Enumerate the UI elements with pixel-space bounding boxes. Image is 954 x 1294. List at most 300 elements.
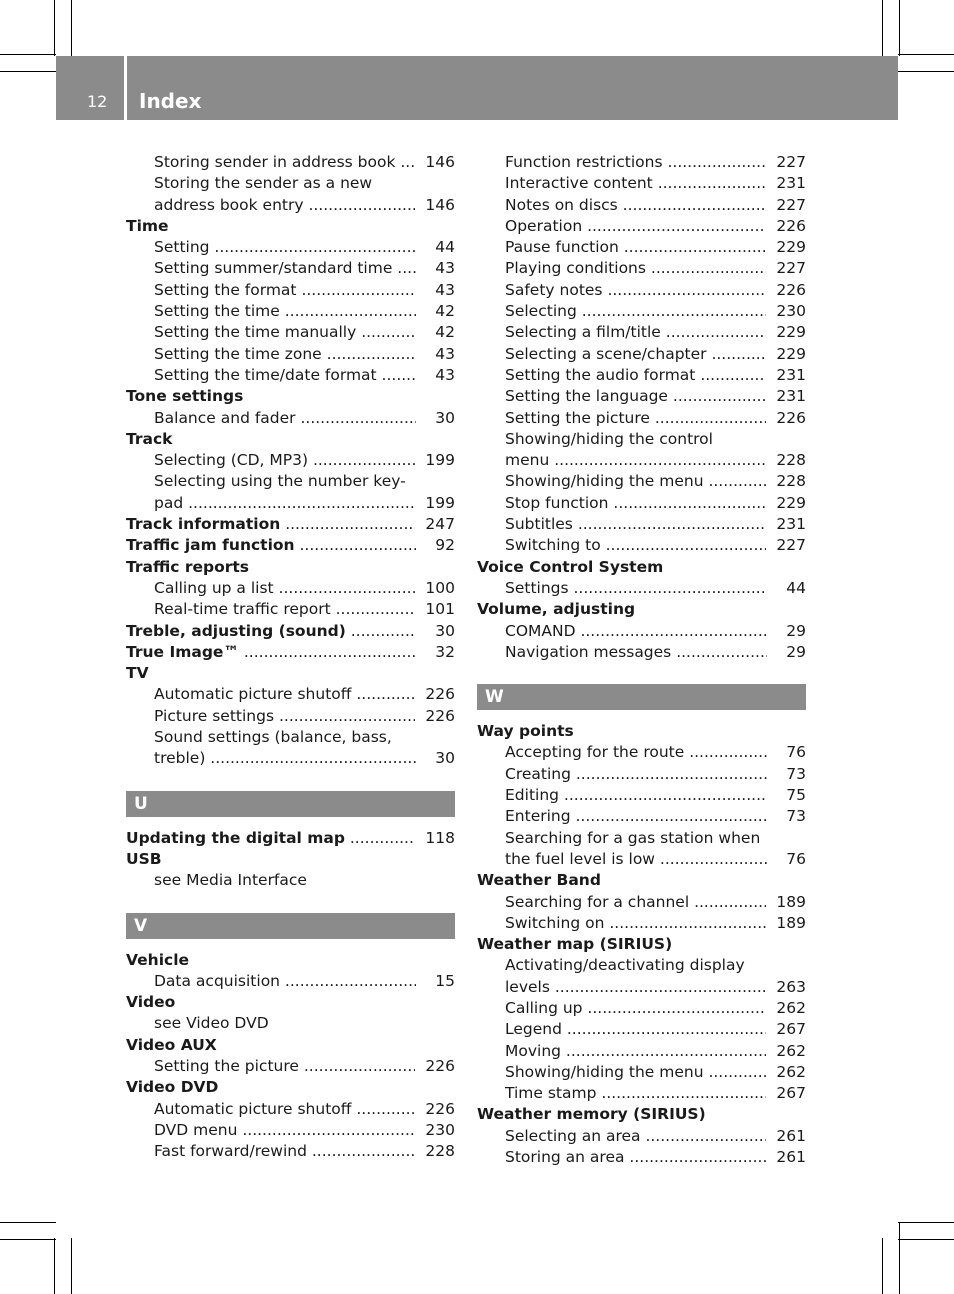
entry-page-number: 199 [425, 493, 455, 512]
entry-page-number: 261 [776, 1148, 806, 1167]
entry-term [505, 785, 767, 806]
entry-page-number: 228 [776, 472, 806, 491]
crop-mark [898, 1239, 954, 1240]
entry-term-text: COMAND [505, 621, 576, 640]
entry-term [505, 1147, 766, 1168]
entry-term [505, 280, 766, 301]
entry-term [505, 998, 766, 1019]
index-subentry [477, 1041, 806, 1062]
index-heading: Time [126, 216, 169, 235]
entry-term [505, 806, 767, 827]
index-subentry [477, 471, 806, 492]
index-heading: Voice Control System [477, 557, 664, 576]
entry-term-text: Navigation messages [505, 642, 672, 661]
entry-term [505, 913, 766, 934]
index-subentry [477, 450, 806, 471]
entry-term-text: Playing conditions [505, 259, 646, 278]
entry-term-text: Switching to [505, 536, 601, 555]
entry-page-number: 262 [776, 998, 806, 1017]
entry-page-number: 230 [776, 302, 806, 321]
index-subentry [477, 237, 806, 258]
index-subentry [477, 892, 806, 913]
entry-page-number: 44 [786, 578, 806, 597]
entry-page-number: 229 [776, 238, 806, 257]
index-subentry [126, 237, 455, 258]
header-divider [124, 56, 127, 120]
index-subentry [126, 599, 455, 620]
index-subentry [477, 365, 806, 386]
entry-term [505, 1019, 766, 1040]
entry-page-number: 262 [776, 1062, 806, 1081]
entry-page-number: 15 [435, 971, 455, 990]
entry-page-number: 42 [435, 302, 455, 321]
entry-term [505, 471, 766, 492]
page-title: Index [139, 89, 202, 113]
entry-page-number: 73 [786, 764, 806, 783]
entry-term-text: treble) [154, 749, 206, 768]
entry-page-number: 228 [425, 1142, 455, 1161]
crop-mark [899, 1222, 900, 1294]
entry-term [154, 1099, 415, 1120]
entry-page-number: 227 [776, 153, 806, 171]
index-heading [126, 621, 455, 642]
index-subentry [477, 785, 806, 806]
entry-term [505, 365, 766, 386]
entry-term-text: Function restrictions [505, 153, 663, 171]
entry-term [126, 642, 416, 663]
index-heading [126, 828, 455, 849]
entry-term [154, 748, 416, 769]
page-number: 12 [87, 92, 108, 111]
entry-term-text: Selecting an area [505, 1126, 641, 1145]
entry-term [154, 706, 415, 727]
index-subentry [126, 258, 455, 279]
index-subentry [477, 806, 806, 827]
entry-page-number: 189 [776, 913, 806, 932]
entry-term [505, 450, 766, 471]
entry-term-text: Setting the audio format [505, 365, 696, 384]
entry-term [505, 764, 767, 785]
entry-term-text: Storing sender in address book [154, 153, 396, 171]
entry-term-text: Interactive content [505, 174, 653, 193]
index-subentry [477, 493, 806, 514]
entry-page-number: 267 [776, 1020, 806, 1039]
index-subentry [477, 195, 806, 216]
entry-term [154, 1056, 415, 1077]
index-subentry [477, 258, 806, 279]
entry-term-text: Calling up [505, 998, 583, 1017]
entry-term [505, 408, 766, 429]
entry-page-number: 226 [776, 280, 806, 299]
page-header [56, 56, 898, 120]
entry-term [505, 195, 766, 216]
index-subentry: see Video DVD [154, 1014, 269, 1033]
index-subentry [126, 365, 455, 386]
entry-term [505, 1041, 766, 1062]
entry-page-number: 227 [776, 536, 806, 555]
entry-page-number: 30 [435, 621, 455, 640]
entry-term [505, 322, 766, 343]
entry-page-number: 229 [776, 493, 806, 512]
entry-term [505, 173, 766, 194]
entry-term [505, 1126, 766, 1147]
entry-term-text: Operation [505, 216, 583, 235]
entry-term [154, 1120, 415, 1141]
index-subentry: Selecting using the number key- [154, 472, 406, 491]
index-subentry [126, 1141, 455, 1162]
entry-term-text: Safety notes [505, 280, 603, 299]
entry-term-text: Updating the digital map [126, 828, 345, 847]
entry-page-number: 229 [776, 344, 806, 363]
entry-term-text: Legend [505, 1020, 562, 1039]
entry-term-text: Pause function [505, 238, 619, 257]
entry-term [505, 1083, 766, 1104]
entry-term [505, 152, 766, 173]
index-heading: USB [126, 849, 162, 868]
entry-term-text: Setting the time/date format [154, 365, 377, 384]
entry-term [154, 258, 416, 279]
index-subentry [477, 578, 806, 599]
entry-term [154, 322, 416, 343]
entry-term [505, 258, 766, 279]
index-subentry [126, 706, 455, 727]
entry-term-text: Setting the time [154, 302, 280, 321]
index-subentry [126, 408, 455, 429]
entry-page-number: 189 [776, 892, 806, 911]
entry-term-text: Automatic picture shutoff [154, 1099, 352, 1118]
entry-term-text: Setting the time zone [154, 344, 322, 363]
crop-mark [0, 1222, 56, 1223]
entry-term [126, 535, 416, 556]
entry-term [154, 578, 415, 599]
entry-term-text: Switching on [505, 913, 605, 932]
entry-term [505, 742, 767, 763]
index-heading [126, 535, 455, 556]
entry-page-number: 228 [776, 451, 806, 470]
entry-page-number: 231 [776, 387, 806, 406]
index-heading: Weather map (SIRIUS) [477, 935, 673, 954]
entry-term-text: Setting summer/standard time [154, 259, 393, 278]
entry-term-text: pad [154, 493, 184, 512]
entry-term [505, 621, 767, 642]
entry-term-text: Picture settings [154, 706, 275, 725]
entry-term-text: Setting [154, 238, 210, 257]
entry-term [154, 408, 416, 429]
entry-term-text: Accepting for the route [505, 743, 685, 762]
entry-term [154, 152, 415, 173]
entry-page-number: 29 [786, 642, 806, 661]
index-subentry [477, 764, 806, 785]
index-subentry [477, 301, 806, 322]
entry-page-number: 231 [776, 174, 806, 193]
entry-term-text: Subtitles [505, 515, 573, 534]
entry-term [505, 493, 766, 514]
entry-term-text: Settings [505, 578, 569, 597]
index-subentry: Sound settings (balance, bass, [154, 728, 392, 747]
crop-mark [54, 1238, 55, 1294]
index-subentry [477, 280, 806, 301]
entry-page-number: 101 [425, 600, 455, 619]
index-subentry [477, 386, 806, 407]
entry-term-text: Searching for a channel [505, 892, 690, 911]
index-subentry [126, 1120, 455, 1141]
entry-page-number: 73 [786, 807, 806, 826]
entry-page-number: 146 [425, 153, 455, 171]
entry-term [154, 684, 415, 705]
entry-term [154, 280, 416, 301]
entry-term [505, 344, 766, 365]
entry-term [505, 535, 766, 556]
entry-page-number: 262 [776, 1041, 806, 1060]
index-subentry: Searching for a gas station when [505, 828, 761, 847]
entry-term [154, 599, 415, 620]
entry-term [505, 386, 766, 407]
entry-page-number: 118 [425, 828, 455, 847]
index-column-right [477, 152, 806, 1168]
entry-term-text: Selecting (CD, MP3) [154, 451, 309, 470]
entry-page-number: 226 [776, 408, 806, 427]
index-subentry [477, 408, 806, 429]
index-subentry [126, 748, 455, 769]
crop-mark [898, 54, 954, 55]
entry-page-number: 42 [435, 323, 455, 342]
crop-mark [0, 54, 56, 55]
crop-mark [54, 0, 55, 56]
entry-term [505, 301, 766, 322]
index-subentry [477, 216, 806, 237]
index-subentry [477, 1126, 806, 1147]
crop-mark [898, 71, 954, 72]
index-heading [126, 642, 455, 663]
index-subentry [477, 1062, 806, 1083]
index-heading: Video [126, 993, 176, 1012]
entry-term-text: Calling up a list [154, 578, 274, 597]
entry-term-text: Editing [505, 786, 559, 805]
index-subentry [477, 1147, 806, 1168]
entry-term [154, 344, 416, 365]
entry-page-number: 247 [425, 515, 455, 534]
entry-term-text: Time stamp [505, 1084, 597, 1103]
entry-page-number: 261 [776, 1126, 806, 1145]
index-subentry [477, 742, 806, 763]
index-subentry [477, 1019, 806, 1040]
entry-page-number: 263 [776, 977, 806, 996]
entry-page-number: 267 [776, 1084, 806, 1103]
entry-page-number: 100 [425, 578, 455, 597]
entry-page-number: 199 [425, 451, 455, 470]
index-subentry [126, 1056, 455, 1077]
entry-page-number: 231 [776, 365, 806, 384]
index-column-left [126, 152, 455, 1162]
crop-mark [898, 1222, 954, 1223]
index-subentry: see Media Interface [154, 871, 307, 890]
index-subentry [477, 535, 806, 556]
entry-term-text: the fuel level is low [505, 849, 655, 868]
entry-term-text: Real-time traffic report [154, 600, 331, 619]
entry-term [154, 195, 415, 216]
crop-mark [882, 0, 883, 56]
index-heading: Video AUX [126, 1035, 217, 1054]
entry-term-text: Selecting a scene/chapter [505, 344, 707, 363]
crop-mark [882, 1238, 883, 1294]
entry-term-text: True Image™ [126, 642, 239, 661]
index-heading: Vehicle [126, 950, 190, 969]
entry-term-text: DVD menu [154, 1120, 238, 1139]
entry-page-number: 92 [435, 536, 455, 555]
index-subentry [126, 578, 455, 599]
entry-term-text: Notes on discs [505, 195, 618, 214]
index-subentry [477, 514, 806, 535]
entry-term-text: Track information [126, 515, 281, 534]
crop-mark [899, 0, 900, 56]
entry-term-text: Fast forward/rewind [154, 1142, 307, 1161]
index-heading: Traffic reports [126, 557, 250, 576]
entry-page-number: 30 [435, 749, 455, 768]
index-subentry [126, 195, 455, 216]
index-heading: Video DVD [126, 1078, 219, 1097]
index-subentry [126, 493, 455, 514]
entry-term-text: Setting the picture [154, 1056, 299, 1075]
entry-term-text: Setting the language [505, 387, 668, 406]
crop-mark [71, 1238, 72, 1294]
entry-page-number: 29 [786, 621, 806, 640]
index-subentry [126, 684, 455, 705]
index-subentry [126, 971, 455, 992]
entry-page-number: 43 [435, 259, 455, 278]
index-heading: Weather memory (SIRIUS) [477, 1105, 706, 1124]
entry-term-text: Data acquisition [154, 971, 280, 990]
entry-term [154, 493, 415, 514]
entry-term [154, 1141, 415, 1162]
index-subentry [477, 621, 806, 642]
entry-term [505, 892, 766, 913]
index-subentry [126, 450, 455, 471]
entry-term [505, 216, 766, 237]
index-heading: Volume, adjusting [477, 600, 636, 619]
index-subentry [477, 1083, 806, 1104]
entry-term-text: levels [505, 977, 550, 996]
entry-term-text: Setting the time manually [154, 323, 357, 342]
entry-term [154, 971, 416, 992]
entry-page-number: 227 [776, 195, 806, 214]
entry-term [505, 578, 767, 599]
entry-term [505, 977, 766, 998]
entry-page-number: 32 [435, 642, 455, 661]
entry-term-text: Treble, adjusting (sound) [126, 621, 346, 640]
index-subentry [477, 849, 806, 870]
index-subentry [126, 280, 455, 301]
entry-term-text: Setting the format [154, 280, 297, 299]
entry-page-number: 44 [435, 238, 455, 257]
entry-term-text: Selecting [505, 302, 577, 321]
index-heading [126, 514, 455, 535]
crop-mark [71, 0, 72, 56]
crop-mark [0, 1239, 56, 1240]
entry-term-text: Entering [505, 807, 571, 826]
entry-term-text: Stop function [505, 493, 609, 512]
entry-term-text: Moving [505, 1041, 561, 1060]
section-letter-band: V [126, 913, 455, 939]
entry-term [505, 849, 767, 870]
entry-page-number: 227 [776, 259, 806, 278]
entry-term-text: Showing/hiding the menu [505, 1062, 704, 1081]
entry-page-number: 43 [435, 344, 455, 363]
entry-page-number: 43 [435, 280, 455, 299]
entry-term-text: Selecting a film/title [505, 323, 661, 342]
index-subentry: Showing/hiding the control [505, 429, 713, 448]
index-subentry [126, 322, 455, 343]
entry-term [154, 237, 416, 258]
index-subentry [126, 152, 455, 173]
entry-term [126, 828, 415, 849]
entry-term [154, 365, 416, 386]
index-subentry [477, 642, 806, 663]
entry-term-text: menu [505, 451, 550, 470]
entry-page-number: 229 [776, 323, 806, 342]
index-subentry [126, 301, 455, 322]
entry-page-number: 76 [786, 743, 806, 762]
section-letter-band: U [126, 791, 455, 817]
section-letter-band: W [477, 684, 806, 710]
index-subentry [477, 913, 806, 934]
index-subentry [477, 152, 806, 173]
entry-term [505, 514, 766, 535]
entry-term-text: Balance and fader [154, 408, 296, 427]
entry-page-number: 231 [776, 515, 806, 534]
entry-term-text: Storing an area [505, 1148, 625, 1167]
index-subentry [477, 998, 806, 1019]
entry-page-number: 30 [435, 408, 455, 427]
index-heading: Weather Band [477, 871, 601, 890]
crop-mark [0, 71, 56, 72]
entry-page-number: 226 [425, 1056, 455, 1075]
index-subentry [126, 1099, 455, 1120]
index-subentry [477, 344, 806, 365]
index-subentry: Activating/deactivating display [505, 956, 745, 975]
entry-term [505, 642, 767, 663]
entry-page-number: 226 [776, 216, 806, 235]
index-heading: TV [126, 664, 149, 683]
entry-page-number: 226 [425, 1099, 455, 1118]
index-subentry [477, 173, 806, 194]
entry-page-number: 230 [425, 1120, 455, 1139]
entry-term-text: address book entry [154, 195, 304, 214]
entry-page-number: 76 [786, 849, 806, 868]
entry-term-text: Automatic picture shutoff [154, 685, 352, 704]
index-heading: Track [126, 429, 173, 448]
entry-term-text: Showing/hiding the menu [505, 472, 704, 491]
entry-page-number: 226 [425, 706, 455, 725]
index-subentry [477, 322, 806, 343]
entry-page-number: 226 [425, 685, 455, 704]
entry-page-number: 146 [425, 195, 455, 214]
index-subentry [477, 977, 806, 998]
entry-page-number: 75 [786, 786, 806, 805]
entry-term [505, 237, 766, 258]
entry-term [154, 450, 415, 471]
entry-term-text: Setting the picture [505, 408, 650, 427]
index-heading: Tone settings [126, 387, 244, 406]
entry-term [126, 514, 415, 535]
entry-term [154, 301, 416, 322]
entry-term-text: Creating [505, 764, 571, 783]
index-heading: Way points [477, 722, 574, 741]
entry-page-number: 43 [435, 365, 455, 384]
index-subentry [126, 344, 455, 365]
entry-term [505, 1062, 766, 1083]
entry-term [126, 621, 416, 642]
entry-term-text: Traffic jam function [126, 536, 295, 555]
